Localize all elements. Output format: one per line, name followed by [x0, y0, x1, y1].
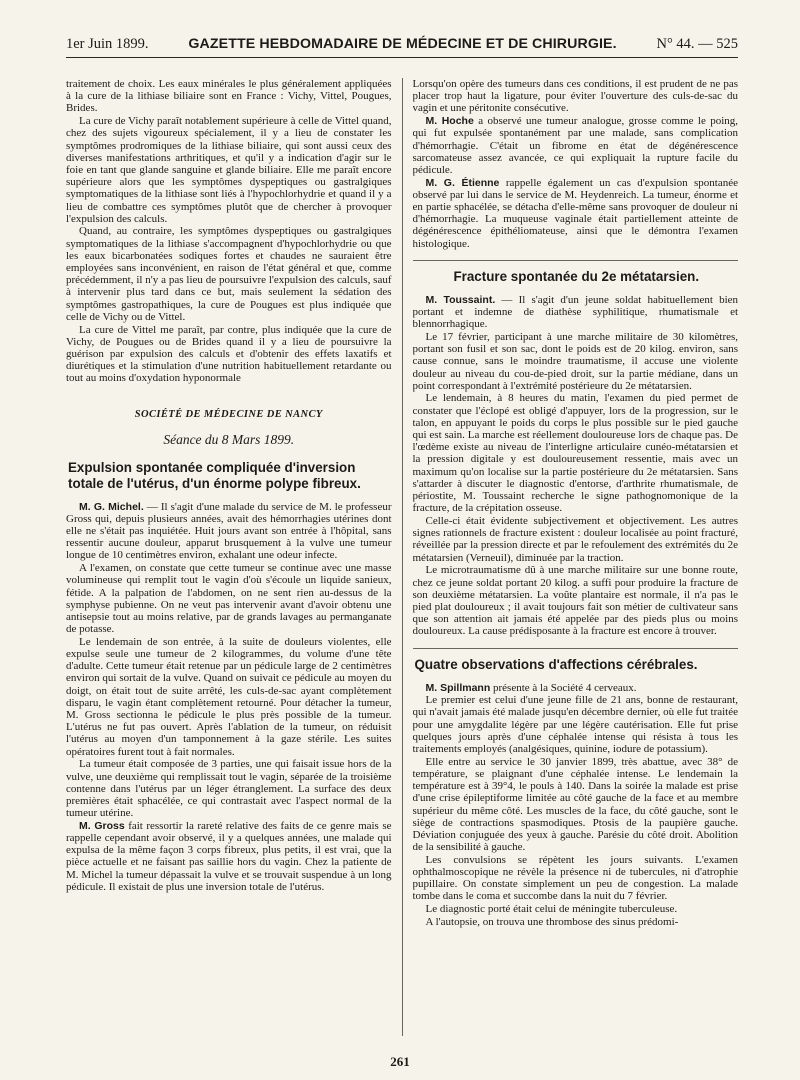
paragraph — [413, 682, 739, 694]
speaker-name: M. Gross — [79, 819, 125, 832]
paragraph: Elle entre au service le 30 janvier 1899, très abattue, avec 38° de température, se plaignant d'une céphalée intense. Le lendemain la température est à 39°4, le pouls à 140. Dans la soirée la malade est prise d'une crise épileptiforme limitée au côté gauche de la face et au membre supérieur du même côté. Les muscles de la face, du côté gauche, sont le siège de contractions spasmodiques. Ptosis de la paupière gauche. Déviation conjuguée des yeux à gauche. Parésie du côté droit. Abolition de la sensibilité à gauche. — [412, 755, 739, 854]
section-rule — [413, 260, 739, 261]
paragraph: A l'examen, on constate que cette tumeur se continue avec une masse volumineuse qui remplit tout le vagin d'où s'écoule un liquide sanieux, fétide. A la palpation de l'abdomen, on ne sent rien au-dessus de la symphyse pubienne. On ne veut pas intervenir avant d'avoir obtenu une antisepsie tout au moins relative, par de grands lavages au permanganate de potasse. — [66, 562, 392, 636]
paragraph: La cure de Vittel me paraît, par contre, plus indiquée que la cure de Vichy, de Pougues ou de Brides quand il y a lieu de poursuivre la guérison par expulsion des calculs et d'obtenir des effets laxatifs et diurétiques et la stimulation d'une nutrition habituellement retardante ou tout au moins d'oxydation hyponormale — [66, 323, 392, 385]
paragraph-text: — Il s'agit d'un jeune soldat habituellement bien portant et indemne de diathèse syphilitique, rhumatismale et blennorrhagique. — [412, 293, 739, 331]
speaker-name: M. G. Étienne — [425, 176, 500, 189]
paragraph-text: — Il s'agit d'une malade du service de M. le professeur Gross qui, depuis plusieurs années, avait des hémorrhagies utérines dont elle ne s'était pas inquiétée. Huit jours avant son entrée à l'hôpital, sans ressentir aucune douleur, apparut brusquement à la vulve une tumeur longue de 10 centimètres environ, exhalant une odeur infecte. — [66, 500, 392, 562]
issue-page-number: N° 44. — 525 — [656, 36, 738, 52]
issue-date: 1er Juin 1899. — [66, 36, 149, 52]
paragraph-text: a observé une tumeur analogue, grosse comme le poing, qui fut expulsée spontanément par une malade, sans complication d'hémorrhagie. C'était un fibrome en état de dégénérescence sarcomateuse assez avancée, ce qui expliquait la rupture facile du pédicule. — [412, 115, 739, 176]
running-header — [66, 36, 738, 58]
paragraph: Le premier est celui d'une jeune fille de 21 ans, bonne de restaurant, qui n'avait jamais été malade jusqu'en décembre dernier, où elle fut traitée pour une amygdalite légère par une légère cautérisation. Elle fut prise quelques jours après d'une céphalée intense qui résista à tous les traitements employés (analgésiques, quinine, iodure de potassium). — [412, 694, 739, 756]
left-column — [66, 78, 392, 1036]
session-date: Séance du 8 Mars 1899. — [163, 431, 295, 447]
section-heading: Expulsion spontanée compliquée d'inversion totale de l'utérus, d'un énorme polype fibreux. — [68, 459, 361, 491]
speaker-name: M. Hoche — [425, 115, 474, 128]
page-folio: 261 — [390, 1054, 410, 1069]
paragraph — [413, 115, 739, 176]
section-heading: Quatre observations d'affections cérébrales. — [414, 656, 698, 672]
paragraph: Le lendemain de son entrée, à la suite de douleurs violentes, elle expulse seule une tumeur de 2 kilogrammes, du volume d'une tête d'adulte. Cette tumeur était retenue par un pédicule large de 2 centimètres environ qui sortait de la vulve. Quand on suivait ce pédicule au moyen du doigt, on était tout de suite arrêté, les culs-de-sac ayant complètement disparu, le vagin étant complètement retourné. Pour détacher la tumeur, M. Gross sectionna le pédicule le plus près possible de la tumeur. L'utérus ne fut pas ouvert. Après l'ablation de la tumeur, on réduisit l'utérus au moyen d'un tamponnement à la gaze stérile. Les suites opératoires furent tout à fait normales. — [66, 635, 392, 758]
paragraph: Le lendemain, à 8 heures du matin, l'examen du pied permet de constater que l'éclopé est obligé d'appuyer, lors de la progression, sur le talon, en appuyant le poids du corps le plus possible sur le pied gauche qui est sain. La marche est réellement douloureuse lors de chaque pas. De l'œdème existe au niveau de l'interligne articulaire cunéo-métatarsien et la pression digitale y est douloureusement ressentie, mais avec un maximum qu'on localise sur la partie postérieure du 2e métatarsien. Sans s'attarder à discuter le diagnostic d'entorse, d'arthrite rhumatismale, de périostite, M. Toussaint recherche le signe pathognomonique de la fracture, de la crépitation osseuse. — [412, 392, 739, 515]
paragraph: La cure de Vichy paraît notablement supérieure à celle de Vittel quand, chez des sujets vigoureux spécialement, il y a lieu de constater les symptômes prodromiques de la lithiase biliaire, qui sont aussi ceux des diverses manifestations arthritiques, et qu'il y a indication d'agir sur le foie en tant que glande sanguine et glande biliaire. Elle me paraît encore supérieure alors que les symptômes dyspeptiques ou gastralgiques symptomatiques de la lithiase sont liés à l'hypochlorhydrie et quand il y a lieu de combattre ces symptômes plutôt que de chercher à provoquer l'expulsion des calculs. — [66, 115, 392, 225]
paragraph-text: rappelle également un cas d'expulsion spontanée observé par lui dans le service de M. Heydenreich. La tumeur, énorme et en partie sphacélée, se détacha d'elle-même sans provoquer de douleur ni d'hémorrhagie. La muqueuse vaginale était partiellement atteinte de dégénérescence épithéliomateuse, ainsi que le démontra l'examen histologique. — [412, 176, 739, 250]
paragraph-text: présente à la Société 4 cerveaux. — [490, 681, 637, 694]
column-divider — [402, 78, 403, 1036]
speaker-name: M. Toussaint. — [425, 293, 496, 306]
journal-title: GAZETTE HEBDOMADAIRE DE MÉDECINE ET DE CHIRURGIE. — [188, 36, 617, 52]
paragraph — [66, 820, 392, 893]
paragraph: Lorsqu'on opère des tumeurs dans ces conditions, il est prudent de ne pas placer trop haut la ligature, pour éviter l'ouverture des culs-de-sac du vagin et une péritonite consécutive. — [412, 78, 739, 115]
right-column — [413, 78, 739, 1036]
paragraph: Le microtraumatisme dû à une marche militaire sur une bonne route, chez ce jeune soldat portant 20 kilog. a suffi pour produire la fracture de son deuxième métatarsien. La voûte plantaire est normale, il n'a pas le pied plat douloureux ; il avait toujours fait son métier de cultivateur sans que son attention ait jamais été appelée par des pieds plus ou moins douloureux. La cause prédisposante à la fracture est encore à trouver. — [412, 564, 739, 638]
paragraph: traitement de choix. Les eaux minérales le plus généralement appliquées à la cure de la lithiase biliaire sont en France : Vichy, Vittel, Pougues, Brides. — [66, 78, 392, 115]
section-rule — [413, 648, 739, 649]
paragraph: Quand, au contraire, les symptômes dyspeptiques ou gastralgiques symptomatiques de la lithiase s'accompagnent d'hypochlorhydrie ou que les eaux bicarbonatées sodiques fortes et chaudes ne sauraient être employées sans inconvénient, en raison de l'état général et que, comme précédemment, il n'y a pas lieu de poursuivre l'expulsion des calculs, sauf à intervenir plus tard dans ce but, mais seulement la sédation des symptômes gastropathiques, la cure de Pougues est plus indiquée que celle de Vichy ou de Vittel. — [66, 225, 392, 323]
speaker-name: M. Spillmann — [425, 681, 491, 694]
paragraph: Celle-ci était évidente subjectivement et objectivement. Les autres signes rationnels de fracture existent : douleur localisée au point fracturé, réveillée par la pression directe et par le refoulement des extrémités du 2e métatarsien (Verneuil), diminuée par la traction. — [412, 515, 739, 564]
paragraph: Les convulsions se répètent les jours suivants. L'examen ophthalmoscopique ne révèle la présence ni de tubercules, ni d'atrophie pupillaire. On constate simplement un peu de congestion. La malade tombe dans le coma et succombe dans la nuit du 7 février. — [412, 853, 739, 903]
paragraph — [413, 177, 739, 250]
paragraph: Le 17 février, participant à une marche militaire de 30 kilomètres, portant son fusil et son sac, dont le poids est de 20 kilog. environ, sans cause connue, sans le moindre traumatisme, il accuse une violente douleur au niveau du cou-de-pied droit, sur la partie médiane, dans un point correspondant à l'extrémité postérieure du 2e métatarsien. — [412, 330, 739, 392]
text-columns — [66, 78, 738, 1036]
speaker-name: M. G. Michel. — [79, 500, 144, 513]
paragraph — [413, 294, 739, 331]
paragraph: Le diagnostic porté était celui de méningite tuberculeuse. — [425, 903, 678, 916]
paragraph — [66, 501, 392, 562]
paragraph-text: fait ressortir la rareté relative des faits de ce genre mais se rappelle cependant avoir observé, il y a quelques années, une malade qui expulsa de la même façon 3 corps fibreux, plus petits, il est vrai, que la pièce actuelle et ne faisant pas saillie hors du vagin. Chez la patiente de M. Michel la tumeur dépassait la vulve et se trouvait suspendue à un long pédicule. Il existait de plus une inversion totale de l'utérus. — [66, 819, 392, 893]
section-heading: Fracture spontanée du 2e métatarsien. — [453, 268, 700, 284]
paragraph: La tumeur était composée de 3 parties, une qui faisait issue hors de la vulve, une deuxième qui remplissait tout le vagin, séparée de la troisième contenne dans l'utérus par un léger étranglement. La surface des deux premières était sphacélée, ce qui contrastait avec l'aspect normal de la tumeur utérine. — [66, 758, 392, 820]
paragraph: A l'autopsie, on trouva une thrombose des sinus prédomi- — [425, 915, 679, 928]
society-heading: SOCIÉTÉ DE MÉDECINE DE NANCY — [134, 408, 323, 420]
